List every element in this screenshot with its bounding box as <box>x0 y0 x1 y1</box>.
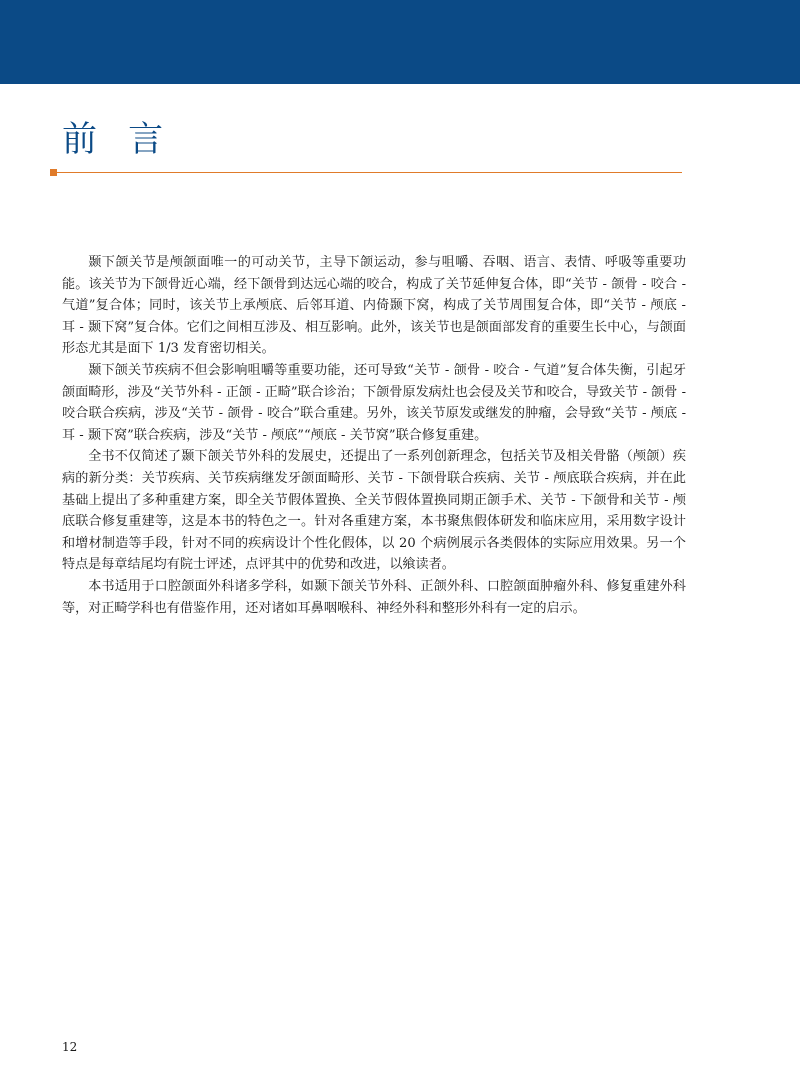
paragraph: 颞下颌关节是颅颌面唯一的可动关节，主导下颌运动，参与咀嚼、吞咽、语言、表情、呼吸等重要功能。该关节为下颌骨近心端，经下颌骨到达远心端的咬合，构成了关节延伸复合体，即“关节 - 颌骨 - 咬合 - 气道”复合体；同时，该关节上承颅底、后邻耳道、内倚颞下窝，构成了关节周围复合体，即“关节 - 颅底 - 耳 - 颞下窝”复合体。它们之间相互涉及、相互影响。此外，该关节也是颌面部发育的重要生长中心，与颌面形态尤其是面下 1/3 发育密切相关。 <box>62 255 686 357</box>
page-title: 前 言 <box>62 120 174 160</box>
paragraph: 颞下颌关节疾病不但会影响咀嚼等重要功能，还可导致“关节 - 颌骨 - 咬合 - 气道”复合体失衡，引起牙颌面畸形，涉及“关节外科 - 正颌 - 正畸”联合诊治；下颌骨原发病灶也会侵及关节和咬合，导致关节 - 颌骨 - 咬合联合疾病，涉及“关节 - 颌骨 - 咬合”联合重建。另外，该关节原发或继发的肿瘤，会导致“关节 - 颅底 - 耳 - 颞下窝”联合疾病，涉及“关节 - 颅底”“颅底 - 关节窝”联合修复重建。 <box>62 362 686 443</box>
paragraph: 全书不仅简述了颞下颌关节外科的发展史，还提出了一系列创新理念，包括关节及相关骨骼（颅颌）疾病的新分类：关节疾病、关节疾病继发牙颌面畸形、关节 - 下颌骨联合疾病、关节 - 颅底联合疾病，并在此基础上提出了多种重建方案，即全关节假体置换、全关节假体置换同期正颌手术、关节 - 下颌骨和关节 - 颅底联合修复重建等，这是本书的特色之一。针对各重建方案，本书聚焦假体研发和临床应用，采用数字设计和增材制造等手段，针对不同的疾病设计个性化假体，以 20 个病例展示各类假体的实际应用效果。另一个特点是每章结尾均有院士评述，点评其中的优势和改进，以飨读者。 <box>62 449 686 573</box>
title-rule <box>57 172 682 173</box>
header-band <box>0 0 800 84</box>
title-rule-marker <box>50 169 57 176</box>
page-number: 12 <box>62 1040 78 1054</box>
paragraph: 本书适用于口腔颌面外科诸多学科，如颞下颌关节外科、正颌外科、口腔颌面肿瘤外科、修复重建外科等，对正畸学科也有借鉴作用，还对诸如耳鼻咽喉科、神经外科和整形外科有一定的启示。 <box>62 578 686 616</box>
body-text <box>62 252 686 619</box>
